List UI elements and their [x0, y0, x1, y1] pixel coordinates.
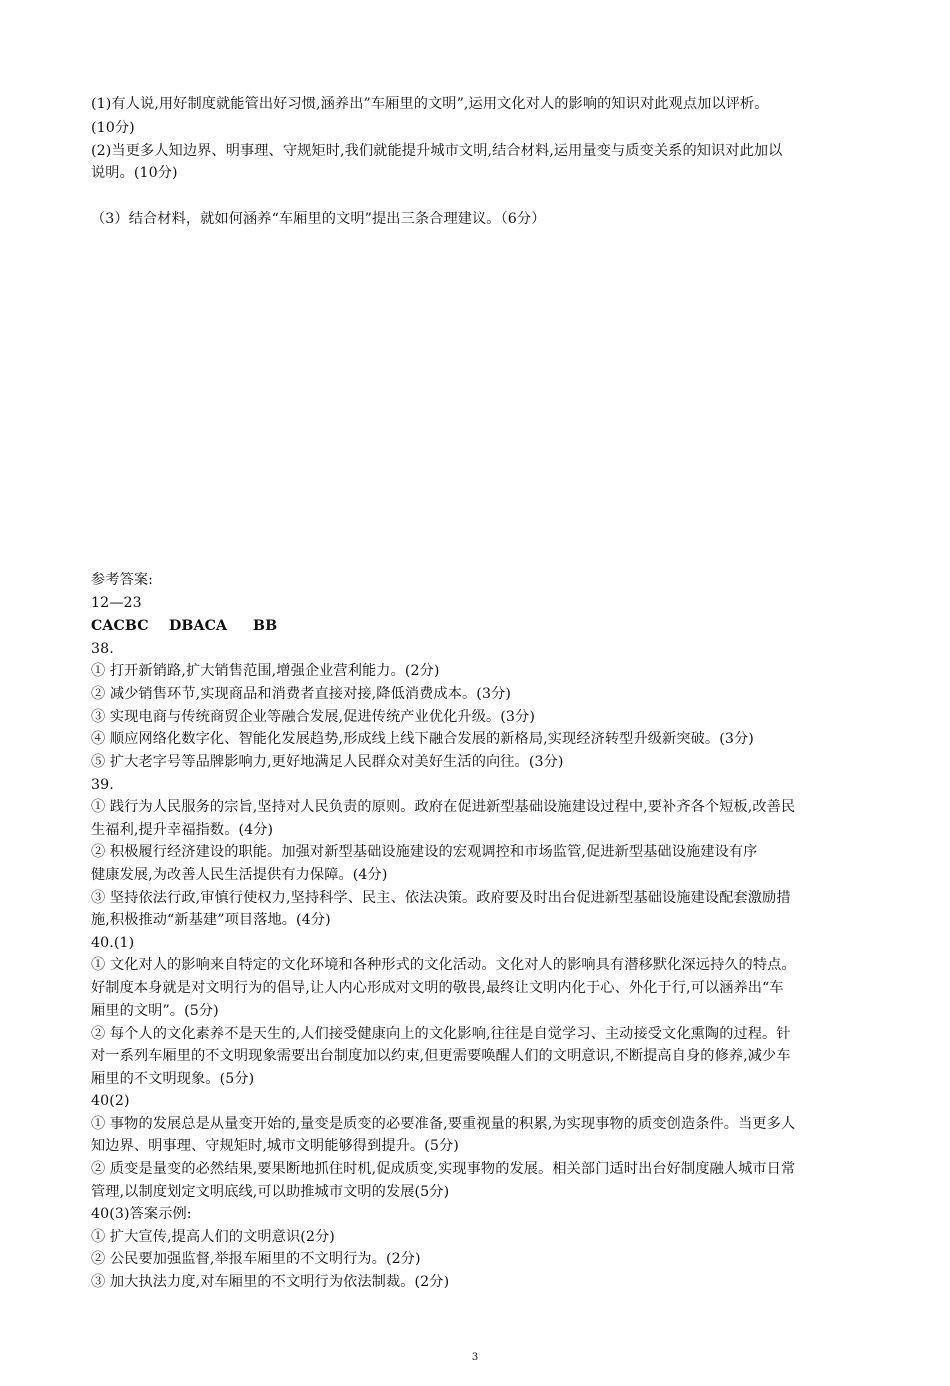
q40-2-line: ① 事物的发展总是从量变开始的,量变是质变的必要准备,要重视量的积累,为实现事物的质变创造条件。当更多人 — [91, 1116, 796, 1132]
q39-line: 施,积极推动“新基建”项目落地。(4分) — [91, 912, 331, 928]
q39-line: 生福利,提升幸福指数。(4分) — [91, 822, 274, 838]
q38-label: 38. — [91, 641, 114, 657]
q40-2-line: 知边界、明事理、守规矩时,城市文明能够得到提升。(5分) — [91, 1138, 459, 1154]
question-1-line-1: (1)有人说,用好制度就能管出好习惯,涵养出”车厢里的文明”,运用文化对人的影响的知识对此观点加以评析。 — [91, 96, 769, 112]
q40-1-label: 40.(1) — [91, 935, 135, 951]
q40-1-line: 对一系列车厢里的不文明现象需要出台制度加以约束,但更需要唤醒人们的文明意识,不断提高自身的修养,减少车 — [91, 1048, 791, 1064]
q38-item: ③ 实现电商与传统商贸企业等融合发展,促进传统产业优化升级。(3分) — [91, 709, 535, 725]
q40-2-line: ② 质变是量变的必然结果,要果断地抓住时机,促成质变,实现事物的发展。相关部门适时出台好制度融人城市日常 — [91, 1161, 796, 1177]
page-number: 3 — [471, 1352, 479, 1363]
q40-3-item: ③ 加大执法力度,对车厢里的不文明行为依法制裁。(2分) — [91, 1274, 450, 1290]
question-2-line-1: (2)当更多人知边界、明事理、守规矩时,我们就能提升城市文明,结合材料,运用量变与质变关系的知识对此加以 — [91, 143, 783, 159]
q39-line: ① 践行为人民服务的宗旨,坚持对人民负责的原则。政府在促进新型基础设施建设过程中,要补齐各个短板,改善民 — [91, 799, 796, 815]
q39-line: ② 积极履行经济建设的职能。加强对新型基础设施建设的宏观调控和市场监管,促进新型基础设施建设有序 — [91, 844, 758, 860]
q40-1-line: ① 文化对人的影响来自特定的文化环境和各种形式的文化活动。文化对人的影响具有潜移默化深远持久的特点。 — [91, 957, 796, 973]
mcq-range: 12—23 — [91, 595, 142, 611]
question-2-line-2: 说明。(10分) — [91, 165, 178, 181]
question-1-line-2: (10分) — [91, 120, 135, 136]
q40-2-label: 40(2) — [91, 1093, 130, 1109]
q40-3-label: 40(3)答案示例: — [91, 1206, 192, 1222]
mcq-group-1: CACBC — [91, 618, 149, 634]
question-3-line-1: （3）结合材料，就如何涵养“车厢里的文明”提出三条合理建议。（6分） — [91, 211, 546, 227]
q39-line: 健康发展,为改善人民生活提供有力保障。(4分) — [91, 867, 388, 883]
q40-1-line: 好制度本身就是对文明行为的倡导,让人内心形成对文明的敬畏,最终让文明内化于心、外化于行,可以涵养出“车 — [91, 980, 784, 996]
q38-item: ⑤ 扩大老字号等品牌影响力,更好地满足人民群众对美好生活的向往。(3分) — [91, 754, 564, 770]
mcq-group-3: BB — [253, 618, 278, 634]
q40-1-line: 厢里的文明”。(5分) — [91, 1003, 219, 1019]
answers-heading: 参考答案: — [91, 572, 154, 588]
q39-line: ③ 坚持依法行政,审慎行使权力,坚持科学、民主、依法决策。政府要及时出台促进新型基础设施建设配套激励措 — [91, 890, 791, 906]
mcq-answers — [91, 616, 861, 636]
q40-3-item: ① 扩大宣传,提高人们的文明意识(2分) — [91, 1229, 335, 1245]
q38-item: ② 减少销售环节,实现商品和消费者直接对接,降低消费成本。(3分) — [91, 686, 511, 702]
mcq-group-2: DBACA — [169, 618, 228, 634]
q38-item: ④ 顺应网络化数字化、智能化发展趋势,形成线上线下融合发展的新格局,实现经济转型升级新突破。(3分) — [91, 731, 754, 747]
q40-1-line: ② 每个人的文化素养不是天生的,人们接受健康向上的文化影响,往往是自觉学习、主动接受文化熏陶的过程。针 — [91, 1026, 791, 1042]
q38-item: ① 打开新销路,扩大销售范围,增强企业营利能力。(2分) — [91, 663, 440, 679]
q40-2-line: 管理,以制度划定文明底线,可以助推城市文明的发展(5分) — [91, 1184, 450, 1200]
q40-3-item: ② 公民要加强监督,举报车厢里的不文明行为。(2分) — [91, 1251, 421, 1267]
q40-1-line: 厢里的不文明现象。(5分) — [91, 1071, 255, 1087]
q39-label: 39. — [91, 777, 114, 793]
